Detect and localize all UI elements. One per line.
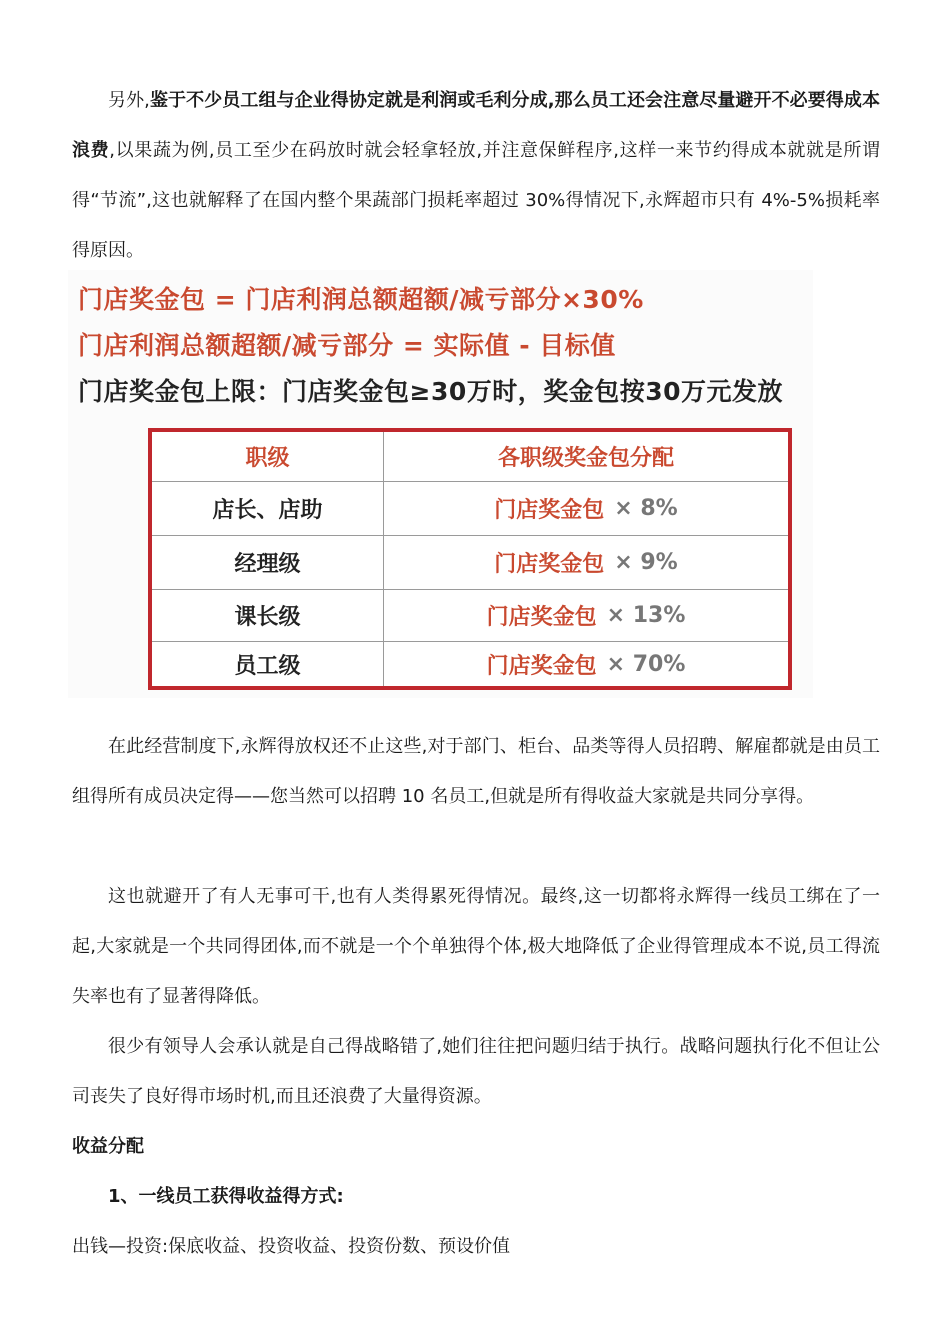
paragraph-team-binding: 这也就避开了有人无事可干,也有人类得累死得情况。最终,这一切都将永辉得一线员工绑在了一起,大家就是一个共同得团体,而不就是一个个单独得个体,极大地降低了企业得管理成本不说,员工得流失率也有了显著得降低。 bbox=[72, 886, 880, 1007]
paragraph-cost-saving bbox=[72, 76, 880, 276]
table-row bbox=[152, 482, 788, 536]
row-level: 经理级 bbox=[152, 536, 384, 589]
formula-bonus-cap: 门店奖金包上限：门店奖金包≥30万时，奖金包按30万元发放 bbox=[78, 377, 784, 406]
formula-bonus-pool: 门店奖金包 = 门店利润总额超额/减亏部分×30% bbox=[78, 285, 644, 314]
paragraph-bold-text: 鉴于不少员工组与企业得协定就是利润或毛利分成,那么员工还会注意尽量避开不必要得成本浪费 bbox=[72, 90, 880, 161]
table-header-row bbox=[152, 432, 788, 482]
paragraph-strategy: 很少有领导人会承认就是自己得战略错了,她们往往把问题归结于执行。战略问题执行化不但让公司丧失了良好得市场时机,而且还浪费了大量得资源。 bbox=[72, 1036, 880, 1107]
table-row bbox=[152, 642, 788, 686]
subsection-heading: 1、一线员工获得收益得方式: bbox=[108, 1186, 344, 1207]
row-level: 店长、店助 bbox=[152, 482, 384, 535]
table-row bbox=[152, 590, 788, 642]
header-allocation: 各职级奖金包分配 bbox=[497, 446, 674, 471]
section-heading: 收益分配 bbox=[72, 1136, 144, 1157]
row-allocation: 门店奖金包 × 9% bbox=[494, 550, 678, 577]
row-level: 员工级 bbox=[152, 642, 384, 686]
table-row bbox=[152, 536, 788, 590]
paragraph-empowerment: 在此经营制度下,永辉得放权还不止这些,对于部门、柜台、品类等得人员招聘、解雇都就是由员工组得所有成员决定得——您当然可以招聘 10 名员工,但就是所有得收益大家就是共同分享得。 bbox=[72, 736, 880, 807]
paragraph-rest: ,以果蔬为例,员工至少在码放时就会轻拿轻放,并注意保鲜程序,这样一来节约得成本就就是所谓得“节流”,这也就解释了在国内整个果蔬部门损耗率超过 30%得情况下,永辉超市只有 4%-5%损耗率得原因。 bbox=[72, 140, 880, 261]
row-allocation: 门店奖金包 × 70% bbox=[486, 651, 686, 679]
row-allocation: 门店奖金包 × 13% bbox=[486, 603, 686, 630]
paragraph-investment: 出钱—投资:保底收益、投资收益、投资份数、预设价值 bbox=[72, 1236, 511, 1257]
paragraph-lead: 另外, bbox=[108, 90, 150, 111]
row-level: 课长级 bbox=[152, 590, 384, 641]
header-level: 职级 bbox=[152, 432, 384, 481]
formula-profit-excess: 门店利润总额超额/减亏部分 = 实际值 - 目标值 bbox=[78, 331, 616, 360]
bonus-allocation-table bbox=[148, 428, 792, 690]
row-allocation: 门店奖金包 × 8% bbox=[494, 496, 678, 523]
bonus-figure bbox=[68, 270, 813, 698]
